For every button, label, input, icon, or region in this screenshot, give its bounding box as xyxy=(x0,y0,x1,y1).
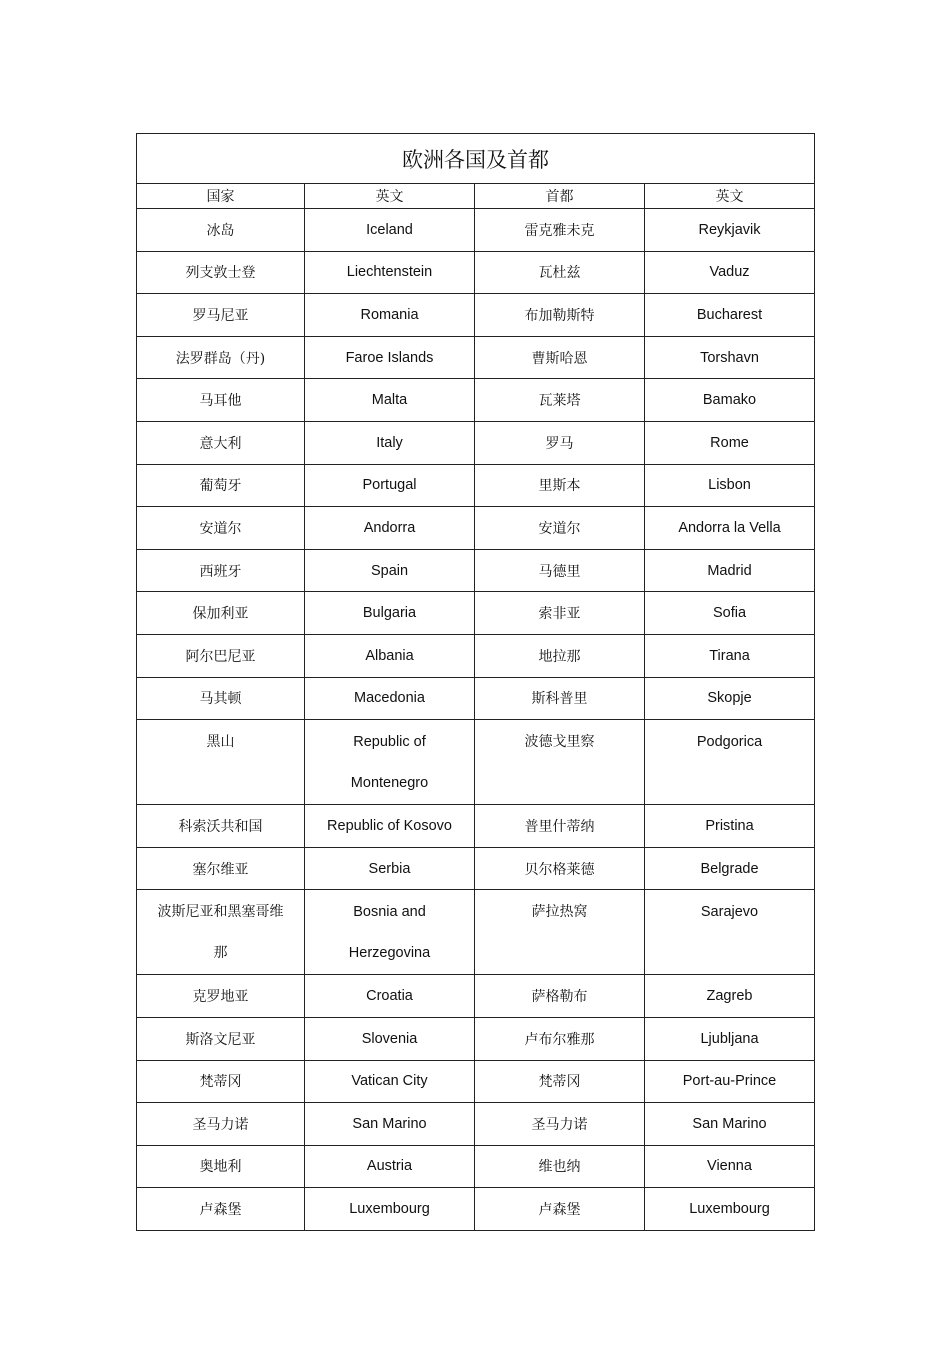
country-en-cell xyxy=(305,720,475,805)
table-row xyxy=(137,379,815,422)
country-en-cell: Spain xyxy=(305,549,475,592)
country-en-cell: Bulgaria xyxy=(305,592,475,635)
table-row xyxy=(137,720,815,805)
table-row xyxy=(137,592,815,635)
table-row xyxy=(137,1017,815,1060)
country-en-cell-line: Republic of xyxy=(353,734,426,751)
country-en-cell-line: Herzegovina xyxy=(348,945,431,962)
capital-cn-cell: 曹斯哈恩 xyxy=(475,336,645,379)
table-row xyxy=(137,805,815,848)
country-cn-cell: 葡萄牙 xyxy=(137,464,305,507)
country-cn-cell: 列支敦士登 xyxy=(137,251,305,294)
capital-cn-cell: 索非亚 xyxy=(475,592,645,635)
country-cn-cell: 马其顿 xyxy=(137,677,305,720)
country-en-cell xyxy=(305,890,475,975)
country-cn-cell: 黑山 xyxy=(137,720,305,805)
country-en-cell-line: Montenegro xyxy=(350,775,429,792)
capital-cn-cell: 地拉那 xyxy=(475,634,645,677)
table-row xyxy=(137,209,815,252)
header-row xyxy=(137,184,815,209)
table-row xyxy=(137,421,815,464)
country-cn-cell: 保加利亚 xyxy=(137,592,305,635)
capital-en-cell: Belgrade xyxy=(645,847,815,890)
country-cn-cell: 罗马尼亚 xyxy=(137,294,305,337)
title-row xyxy=(137,134,815,184)
country-en-cell: Vatican City xyxy=(305,1060,475,1103)
table-row xyxy=(137,549,815,592)
capital-en-cell: Sarajevo xyxy=(645,890,815,975)
country-en-cell: Republic of Kosovo xyxy=(305,805,475,848)
header-country-en: 英文 xyxy=(305,184,475,209)
capital-cn-cell: 斯科普里 xyxy=(475,677,645,720)
table-row xyxy=(137,1188,815,1231)
country-en-cell: Macedonia xyxy=(305,677,475,720)
country-cn-cell: 克罗地亚 xyxy=(137,975,305,1018)
country-en-cell: Andorra xyxy=(305,507,475,550)
table-row xyxy=(137,634,815,677)
country-en-cell: San Marino xyxy=(305,1103,475,1146)
capital-cn-cell: 瓦杜兹 xyxy=(475,251,645,294)
country-cn-cell: 马耳他 xyxy=(137,379,305,422)
capital-en-cell: Pristina xyxy=(645,805,815,848)
capital-cn-cell: 普里什蒂纳 xyxy=(475,805,645,848)
capital-en-cell: Rome xyxy=(645,421,815,464)
country-en-cell: Faroe Islands xyxy=(305,336,475,379)
country-cn-cell: 阿尔巴尼亚 xyxy=(137,634,305,677)
table-row xyxy=(137,294,815,337)
country-cn-cell-line: 波斯尼亚和黑塞哥维 xyxy=(157,904,284,921)
country-en-cell: Italy xyxy=(305,421,475,464)
capital-en-cell: Port-au-Prince xyxy=(645,1060,815,1103)
table-row xyxy=(137,847,815,890)
capital-cn-cell: 布加勒斯特 xyxy=(475,294,645,337)
table-title: 欧洲各国及首都 xyxy=(137,134,815,184)
table-row xyxy=(137,1060,815,1103)
country-en-cell: Serbia xyxy=(305,847,475,890)
capital-cn-cell: 罗马 xyxy=(475,421,645,464)
capital-en-cell: Reykjavik xyxy=(645,209,815,252)
country-cn-cell: 圣马力诺 xyxy=(137,1103,305,1146)
country-cn-cell: 科索沃共和国 xyxy=(137,805,305,848)
country-cn-cell xyxy=(137,890,305,975)
capital-cn-cell: 萨拉热窝 xyxy=(475,890,645,975)
capital-cn-cell: 马德里 xyxy=(475,549,645,592)
table-row xyxy=(137,336,815,379)
country-en-cell: Luxembourg xyxy=(305,1188,475,1231)
country-cn-cell: 安道尔 xyxy=(137,507,305,550)
capital-en-cell: Torshavn xyxy=(645,336,815,379)
capital-cn-cell: 梵蒂冈 xyxy=(475,1060,645,1103)
capital-cn-cell: 波德戈里察 xyxy=(475,720,645,805)
capital-cn-cell: 维也纳 xyxy=(475,1145,645,1188)
country-cn-cell: 梵蒂冈 xyxy=(137,1060,305,1103)
capital-en-cell: Madrid xyxy=(645,549,815,592)
country-cn-cell-line: 那 xyxy=(213,945,228,962)
country-en-cell: Liechtenstein xyxy=(305,251,475,294)
table-row xyxy=(137,1145,815,1188)
capital-en-cell: Luxembourg xyxy=(645,1188,815,1231)
capital-cn-cell: 瓦莱塔 xyxy=(475,379,645,422)
capital-cn-cell: 雷克雅未克 xyxy=(475,209,645,252)
country-en-cell: Portugal xyxy=(305,464,475,507)
capital-cn-cell: 贝尔格莱德 xyxy=(475,847,645,890)
country-cn-cell: 塞尔维亚 xyxy=(137,847,305,890)
table-row xyxy=(137,890,815,975)
country-cn-cell: 冰岛 xyxy=(137,209,305,252)
country-en-cell: Malta xyxy=(305,379,475,422)
capital-cn-cell: 安道尔 xyxy=(475,507,645,550)
country-en-cell: Iceland xyxy=(305,209,475,252)
country-cn-cell: 斯洛文尼亚 xyxy=(137,1017,305,1060)
country-cn-cell: 卢森堡 xyxy=(137,1188,305,1231)
capital-en-cell: Vienna xyxy=(645,1145,815,1188)
capital-en-cell: San Marino xyxy=(645,1103,815,1146)
capital-en-cell: Andorra la Vella xyxy=(645,507,815,550)
capital-en-cell: Zagreb xyxy=(645,975,815,1018)
capital-cn-cell: 萨格勒布 xyxy=(475,975,645,1018)
capital-cn-cell: 里斯本 xyxy=(475,464,645,507)
country-en-cell: Albania xyxy=(305,634,475,677)
country-en-cell: Croatia xyxy=(305,975,475,1018)
capital-cn-cell: 卢森堡 xyxy=(475,1188,645,1231)
capital-en-cell: Skopje xyxy=(645,677,815,720)
capital-cn-cell: 圣马力诺 xyxy=(475,1103,645,1146)
header-capital-en: 英文 xyxy=(645,184,815,209)
country-cn-cell: 西班牙 xyxy=(137,549,305,592)
country-cn-cell: 法罗群岛（丹) xyxy=(137,336,305,379)
country-cn-cell: 奥地利 xyxy=(137,1145,305,1188)
capital-cn-cell: 卢布尔雅那 xyxy=(475,1017,645,1060)
capital-en-cell: Lisbon xyxy=(645,464,815,507)
capital-en-cell: Podgorica xyxy=(645,720,815,805)
country-en-cell: Slovenia xyxy=(305,1017,475,1060)
header-country-cn: 国家 xyxy=(137,184,305,209)
table-row xyxy=(137,507,815,550)
capital-en-cell: Bamako xyxy=(645,379,815,422)
table-row xyxy=(137,251,815,294)
table-row xyxy=(137,975,815,1018)
capital-en-cell: Tirana xyxy=(645,634,815,677)
country-cn-cell: 意大利 xyxy=(137,421,305,464)
capital-en-cell: Bucharest xyxy=(645,294,815,337)
country-en-cell: Austria xyxy=(305,1145,475,1188)
capital-en-cell: Vaduz xyxy=(645,251,815,294)
countries-table xyxy=(136,133,815,1231)
country-en-cell: Romania xyxy=(305,294,475,337)
capital-en-cell: Sofia xyxy=(645,592,815,635)
table-row xyxy=(137,677,815,720)
capital-en-cell: Ljubljana xyxy=(645,1017,815,1060)
header-capital-cn: 首都 xyxy=(475,184,645,209)
table-row xyxy=(137,464,815,507)
table-row xyxy=(137,1103,815,1146)
country-en-cell-line: Bosnia and xyxy=(353,904,426,921)
